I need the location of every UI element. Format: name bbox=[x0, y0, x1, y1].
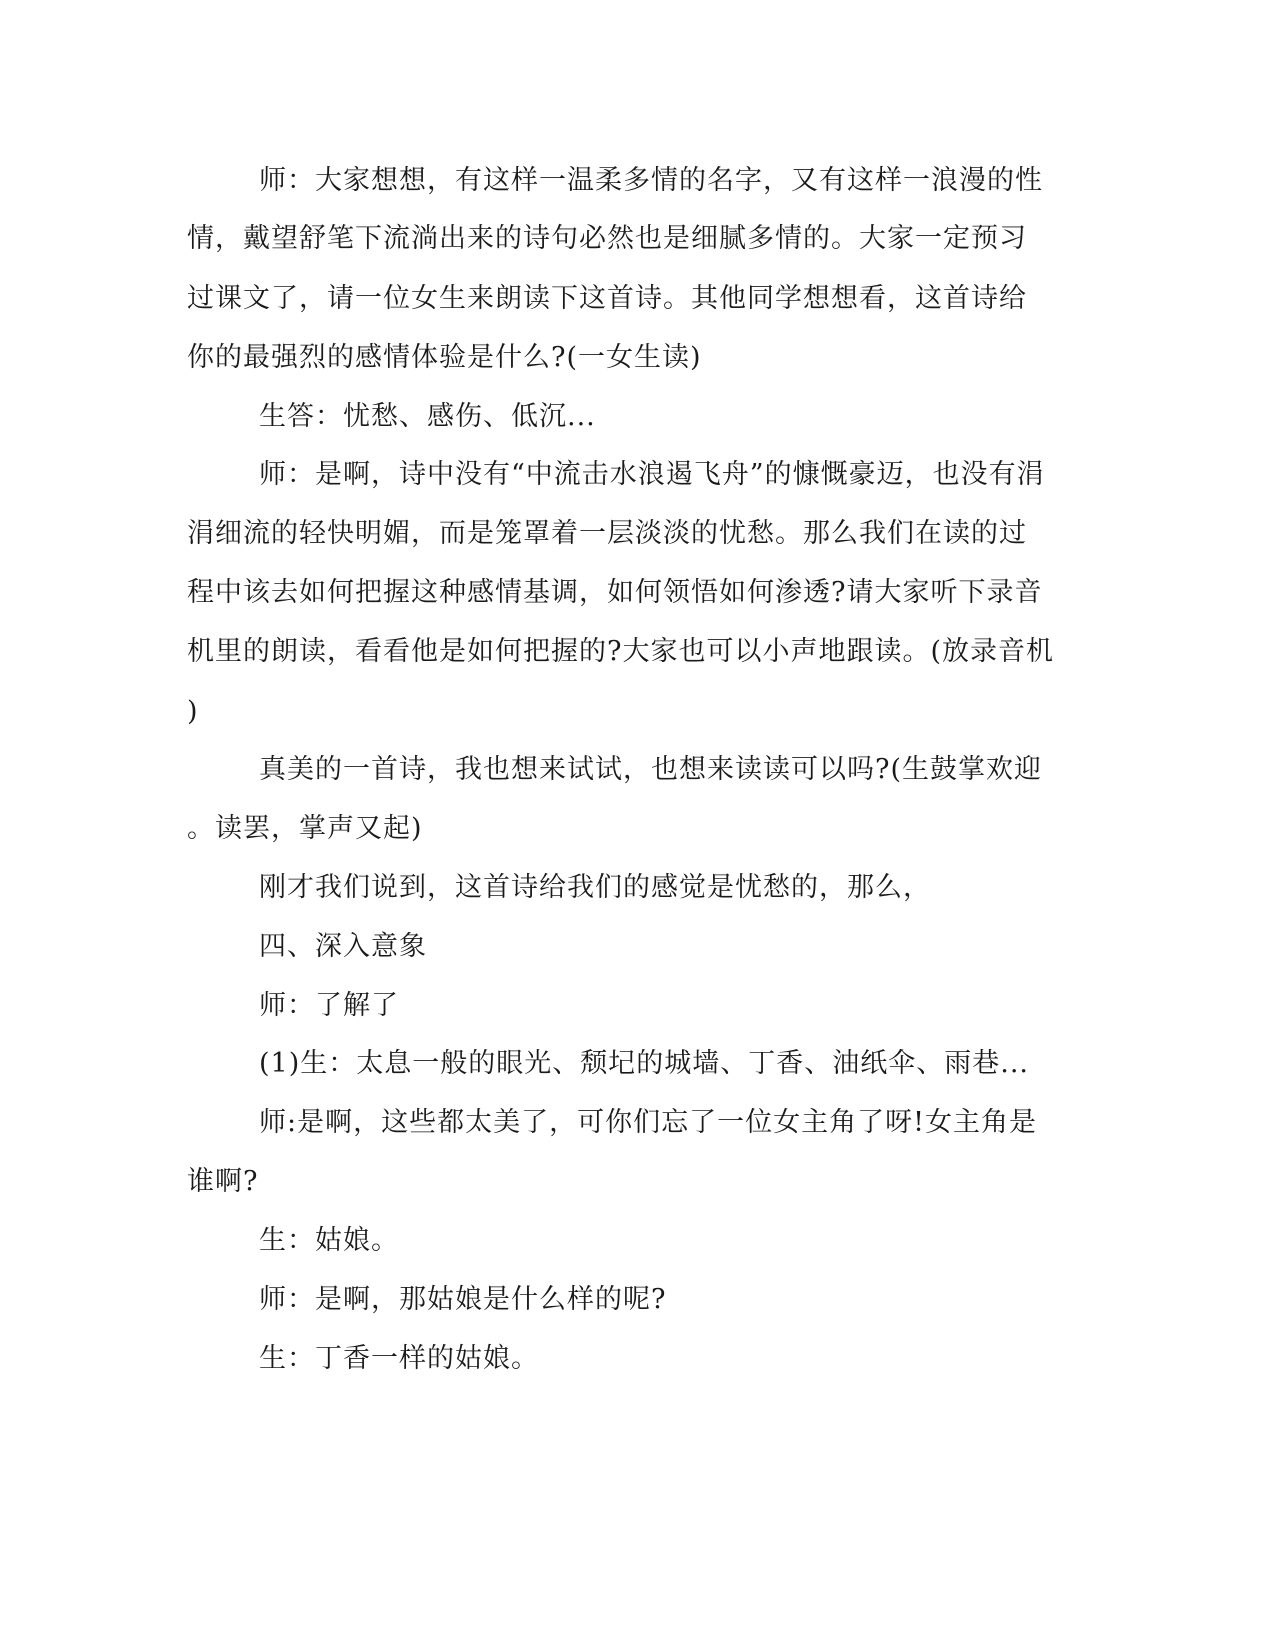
paragraph-line: 刚才我们说到，这首诗给我们的感觉是忧愁的，那么， bbox=[259, 872, 931, 903]
paragraph-line: 生：丁香一样的姑娘。 bbox=[259, 1343, 539, 1374]
paragraph-line: 涓细流的轻快明媚，而是笼罩着一层淡淡的忧愁。那么我们在读的过 bbox=[187, 518, 1027, 549]
paragraph-line: 师:是啊，这些都太美了，可你们忘了一位女主角了呀!女主角是 bbox=[259, 1107, 1037, 1138]
paragraph-line: 。读罢，掌声又起) bbox=[187, 813, 423, 844]
paragraph-line: 师：是啊，那姑娘是什么样的呢? bbox=[259, 1284, 667, 1315]
paragraph-line: 机里的朗读，看看他是如何把握的?大家也可以小声地跟读。(放录音机 bbox=[187, 636, 1055, 667]
paragraph-line: 过课文了，请一位女生来朗读下这首诗。其他同学想想看，这首诗给 bbox=[187, 283, 1027, 314]
paragraph-line: 程中该去如何把握这种感情基调，如何领悟如何渗透?请大家听下录音 bbox=[187, 577, 1043, 608]
paragraph-line: 谁啊? bbox=[187, 1166, 259, 1197]
section-heading: 四、深入意象 bbox=[259, 931, 427, 962]
paragraph-line: 生：姑娘。 bbox=[259, 1225, 399, 1256]
paragraph-line: 师：了解了 bbox=[259, 990, 399, 1021]
paragraph-line: 你的最强烈的感情体验是什么?(一女生读) bbox=[187, 342, 702, 373]
paragraph-line: 生答：忧愁、感伤、低沉... bbox=[259, 401, 596, 432]
paragraph-line: 师：大家想想，有这样一温柔多情的名字，又有这样一浪漫的性 bbox=[259, 165, 1043, 196]
paragraph-line: 情，戴望舒笔下流淌出来的诗句必然也是细腻多情的。大家一定预习 bbox=[187, 223, 1027, 254]
paragraph-line: (1)生：太息一般的眼光、颓圮的城墙、丁香、油纸伞、雨巷... bbox=[259, 1048, 1029, 1079]
paragraph-line: ) bbox=[187, 696, 199, 727]
paragraph-line: 真美的一首诗，我也想来试试，也想来读读可以吗?(生鼓掌欢迎 bbox=[259, 754, 1043, 785]
paragraph-line: 师：是啊，诗中没有“中流击水浪遏飞舟”的慷慨豪迈，也没有涓 bbox=[259, 459, 1045, 490]
